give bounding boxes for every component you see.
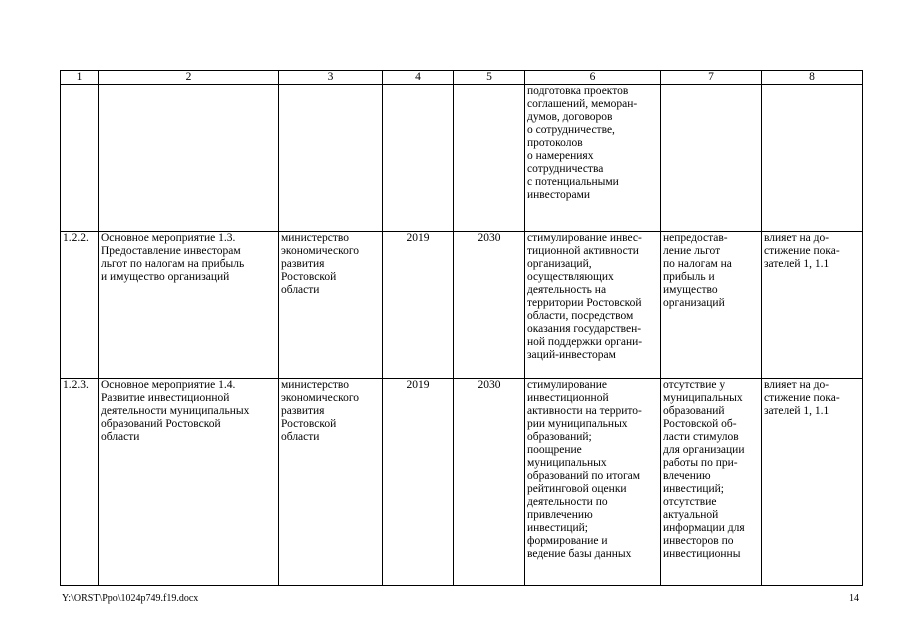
cell-line: стимулирование инвес-	[527, 232, 642, 244]
cell-line: организаций,	[527, 258, 592, 270]
cell-line: инвестиционной	[527, 392, 609, 404]
table-row	[61, 379, 863, 586]
cell-line: рии муниципальных	[527, 418, 628, 430]
consequences-cell	[661, 379, 762, 586]
cell-line: развития	[281, 405, 325, 417]
cell-line: деятельность на	[527, 284, 607, 296]
cell-line: Основное мероприятие 1.4.	[101, 379, 236, 391]
cell-line: рейтинговой оценки	[527, 483, 627, 495]
indicator-link-cell	[762, 232, 863, 379]
cell-line: привлечению	[527, 509, 593, 521]
cell-line: зателей 1, 1.1	[764, 258, 830, 270]
cell-line: зателей 1, 1.1	[764, 405, 830, 417]
cell-line: стижение пока-	[764, 392, 840, 404]
page-number: 14	[849, 593, 859, 604]
cell-line: льгот по налогам на прибыль	[101, 258, 245, 270]
cell-line: активности на террито-	[527, 405, 642, 417]
row-number-cell: 1.2.3.	[61, 379, 99, 586]
cell-line: министерство	[281, 232, 349, 244]
cell-line: ведение базы данных	[527, 548, 632, 560]
cell-line: отсутствие	[663, 496, 717, 508]
column-header: 4	[383, 71, 454, 85]
cell-line: Развитие инвестиционной	[101, 392, 230, 404]
consequences-cell	[661, 232, 762, 379]
cell-line: ной поддержки органи-	[527, 336, 643, 348]
cell-line: думов, договоров	[527, 111, 613, 123]
executor-cell	[279, 85, 383, 232]
cell-line: образований;	[527, 431, 592, 443]
cell-line: стимулирование	[527, 379, 607, 391]
cell-line: о сотрудничестве,	[527, 124, 615, 136]
cell-line: поощрение	[527, 444, 582, 456]
cell-line: деятельности по	[527, 496, 608, 508]
cell-line: территории Ростовской	[527, 297, 642, 309]
cell-line: заций-инвесторам	[527, 349, 616, 361]
table-body	[61, 85, 863, 586]
cell-line: образований	[663, 405, 725, 417]
cell-line: деятельности муниципальных	[101, 405, 250, 417]
cell-line: муниципальных	[663, 392, 743, 404]
start-year-cell: 2019	[383, 379, 454, 586]
header-row	[61, 71, 863, 85]
start-year-cell	[383, 85, 454, 232]
cell-line: отсутствие у	[663, 379, 726, 391]
cell-line: протоколов	[527, 137, 583, 149]
cell-line: образований по итогам	[527, 470, 641, 482]
cell-line: и имущество организаций	[101, 271, 230, 283]
column-header: 1	[61, 71, 99, 85]
cell-line: о намерениях	[527, 150, 594, 162]
end-year-cell	[454, 85, 525, 232]
cell-line: стижение пока-	[764, 245, 840, 257]
cell-line: непредостав-	[663, 232, 728, 244]
cell-line: влияет на до-	[764, 232, 830, 244]
cell-line: информации для	[663, 522, 745, 534]
cell-line: влияет на до-	[764, 379, 830, 391]
cell-line: экономического	[281, 392, 360, 404]
table-row	[61, 85, 863, 232]
cell-line: оказания государствен-	[527, 323, 642, 335]
cell-line: Ростовской	[281, 418, 337, 430]
cell-line: области	[281, 284, 320, 296]
expected-result-cell	[525, 85, 661, 232]
cell-line: экономического	[281, 245, 360, 257]
measure-name-cell	[99, 232, 279, 379]
cell-line: инвестиционны	[663, 548, 741, 560]
column-header: 2	[99, 71, 279, 85]
cell-line: области	[281, 431, 320, 443]
footer-file-path: Y:\ORST\Ppo\1024p749.f19.docx	[62, 593, 199, 604]
cell-line: области	[101, 431, 140, 443]
cell-line: развития	[281, 258, 325, 270]
cell-line: инвесторов по	[663, 535, 734, 547]
cell-line: организаций	[663, 297, 725, 309]
column-header: 3	[279, 71, 383, 85]
executor-cell	[279, 232, 383, 379]
cell-line: актуальной	[663, 509, 719, 521]
expected-result-cell	[525, 379, 661, 586]
cell-line: Ростовской	[281, 271, 337, 283]
cell-line: области, посредством	[527, 310, 634, 322]
cell-line: формирование и	[527, 535, 608, 547]
cell-line: прибыль и	[663, 271, 715, 283]
cell-line: Ростовской об-	[663, 418, 737, 430]
cell-line: работы по при-	[663, 457, 738, 469]
cell-line: подготовка проектов	[527, 85, 629, 97]
row-number-cell: 1.2.2.	[61, 232, 99, 379]
cell-line: с потенциальными	[527, 176, 619, 188]
measures-table	[60, 70, 863, 586]
cell-line: осуществляющих	[527, 271, 614, 283]
consequences-cell	[661, 85, 762, 232]
cell-line: по налогам на	[663, 258, 732, 270]
row-number-cell	[61, 85, 99, 232]
cell-line: сотрудничества	[527, 163, 604, 175]
cell-line: имущество	[663, 284, 718, 296]
cell-line: Предоставление инвесторам	[101, 245, 241, 257]
column-header: 6	[525, 71, 661, 85]
cell-line: инвесторами	[527, 189, 591, 201]
cell-line: Основное мероприятие 1.3.	[101, 232, 236, 244]
cell-line: влечению	[663, 470, 711, 482]
cell-line: инвестиций;	[527, 522, 589, 534]
end-year-cell: 2030	[454, 232, 525, 379]
column-header: 7	[661, 71, 762, 85]
start-year-cell: 2019	[383, 232, 454, 379]
cell-line: тиционной активности	[527, 245, 639, 257]
cell-line: соглашений, меморан-	[527, 98, 638, 110]
cell-line: ласти стимулов	[663, 431, 739, 443]
indicator-link-cell	[762, 85, 863, 232]
cell-line: для организации	[663, 444, 745, 456]
cell-line: ление льгот	[663, 245, 721, 257]
measure-name-cell	[99, 379, 279, 586]
table-row	[61, 232, 863, 379]
column-header: 8	[762, 71, 863, 85]
cell-line: муниципальных	[527, 457, 607, 469]
expected-result-cell	[525, 232, 661, 379]
cell-line: инвестиций;	[663, 483, 725, 495]
cell-line: министерство	[281, 379, 349, 391]
executor-cell	[279, 379, 383, 586]
indicator-link-cell	[762, 379, 863, 586]
cell-line: образований Ростовской	[101, 418, 221, 430]
end-year-cell: 2030	[454, 379, 525, 586]
measure-name-cell	[99, 85, 279, 232]
column-header: 5	[454, 71, 525, 85]
